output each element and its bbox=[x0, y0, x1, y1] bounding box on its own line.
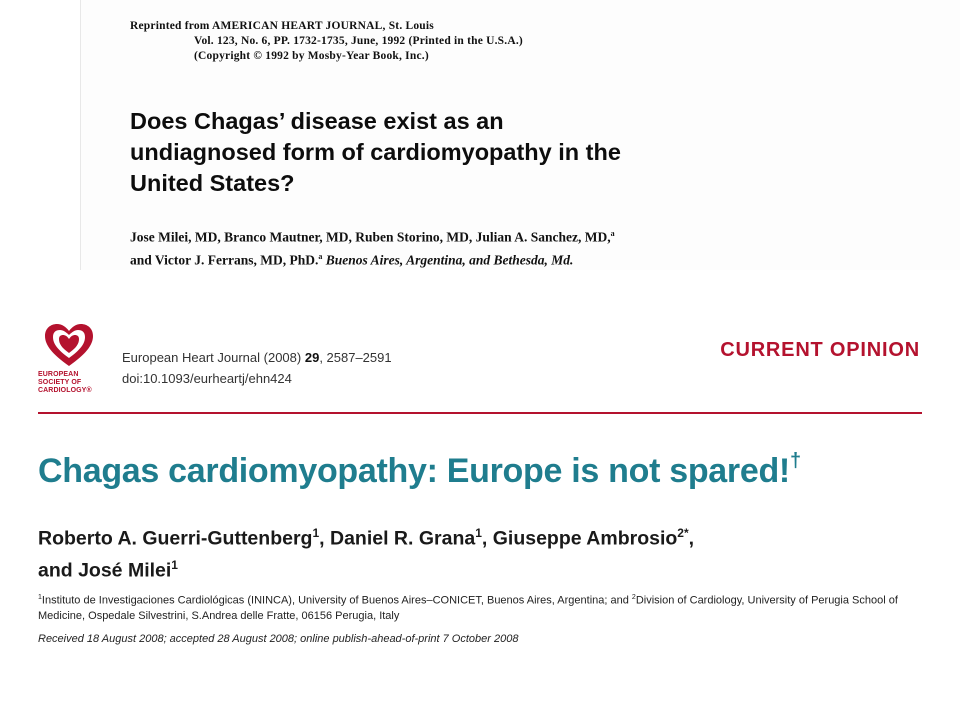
esc-wordmark-line-3: CARDIOLOGY® bbox=[38, 387, 92, 394]
reprint-line-3: (Copyright © 1992 by Mosby-Year Book, Inc.) bbox=[194, 50, 429, 62]
author-affil-sup: 2* bbox=[677, 526, 689, 540]
old-title-line-2: undiagnosed form of cardiomyopathy in the bbox=[130, 139, 621, 165]
article-title-text: Chagas cardiomyopathy: Europe is not spared! bbox=[38, 452, 790, 490]
article-title bbox=[38, 449, 801, 491]
author-affil-sup: 1 bbox=[171, 557, 178, 572]
old-authors-text-1: Jose Milei, MD, Branco Mautner, MD, Ruben Storino, MD, Julian A. Sanchez, MD, bbox=[130, 229, 611, 245]
journal-citation bbox=[122, 347, 392, 389]
esc-wordmark-line-1: EUROPEAN bbox=[38, 371, 79, 378]
old-authors-sup-2: a bbox=[318, 251, 323, 261]
section-label: CURRENT OPINION bbox=[720, 339, 920, 361]
received-dates: Received 18 August 2008; accepted 28 August 2008; online publish-ahead-of-print 7 October 2008 bbox=[38, 633, 519, 645]
affiliations bbox=[38, 590, 928, 624]
author-name: and José Milei bbox=[38, 559, 172, 581]
old-authors-sup-1: a bbox=[610, 229, 615, 238]
old-title-line-3: United States? bbox=[130, 170, 295, 196]
affil-sup-1: 1 bbox=[38, 594, 42, 601]
old-article-title bbox=[130, 106, 830, 199]
old-authors-place: Buenos Aires, Argentina, and Bethesda, Md. bbox=[325, 252, 574, 267]
author-name: Roberto A. Guerri-Guttenberg bbox=[38, 527, 313, 550]
author-separator: , bbox=[319, 527, 330, 550]
esc-heart-icon bbox=[42, 322, 96, 370]
reprint-line-2: Vol. 123, No. 6, PP. 1732-1735, June, 1992 (Printed in the U.S.A.) bbox=[194, 35, 523, 47]
title-dagger: † bbox=[789, 449, 801, 472]
clipping-edge bbox=[80, 0, 81, 270]
author-affil-sup: 1 bbox=[312, 526, 320, 540]
citation-doi[interactable]: doi:10.1093/eurheartj/ehn424 bbox=[122, 371, 292, 386]
header-divider bbox=[38, 412, 922, 414]
author-separator: , bbox=[481, 527, 493, 550]
citation-line bbox=[122, 347, 392, 368]
old-title-line-1: Does Chagas’ disease exist as an bbox=[130, 108, 504, 134]
old-authors-line-2 bbox=[130, 247, 850, 270]
citation-volume: 29 bbox=[304, 350, 320, 365]
author-separator: , bbox=[688, 527, 695, 550]
citation-pages: , 2587–2591 bbox=[319, 350, 392, 365]
affil-text-1: Instituto de Investigaciones Cardiológicas (ININCA), University of Buenos Aires–CONICET, Buenos Aires, Argentina; and bbox=[41, 594, 632, 607]
old-article-authors bbox=[130, 224, 850, 269]
affil-sup-2: 2 bbox=[631, 594, 636, 601]
affil-text-2: Division of Cardiology, University of Perugia School of Medicine, Ospedale Silvestrini, S.Andrea delle Fratte, 06156 Perugia, Italy bbox=[38, 594, 898, 622]
authors-line-2 bbox=[38, 552, 918, 584]
authors-line-1 bbox=[38, 520, 918, 552]
esc-wordmark-line-2: SOCIETY OF bbox=[38, 379, 82, 386]
author-name: Daniel R. Grana bbox=[329, 527, 476, 550]
esc-wordmark bbox=[38, 371, 108, 395]
article-authors bbox=[38, 520, 918, 583]
author-name: Giuseppe Ambrosio bbox=[492, 527, 678, 550]
author-affil-sup: 1 bbox=[475, 526, 482, 540]
reprint-line-1: Reprinted from AMERICAN HEART JOURNAL, St. Louis bbox=[130, 20, 434, 32]
scanned-reprint-clipping bbox=[80, 0, 960, 270]
old-authors-text-2: and Victor J. Ferrans, MD, PhD. bbox=[130, 252, 319, 267]
esc-logo bbox=[38, 322, 100, 402]
old-authors-line-1 bbox=[130, 224, 850, 247]
citation-journal: European Heart Journal (2008) bbox=[122, 350, 305, 365]
reprint-header bbox=[130, 19, 523, 64]
